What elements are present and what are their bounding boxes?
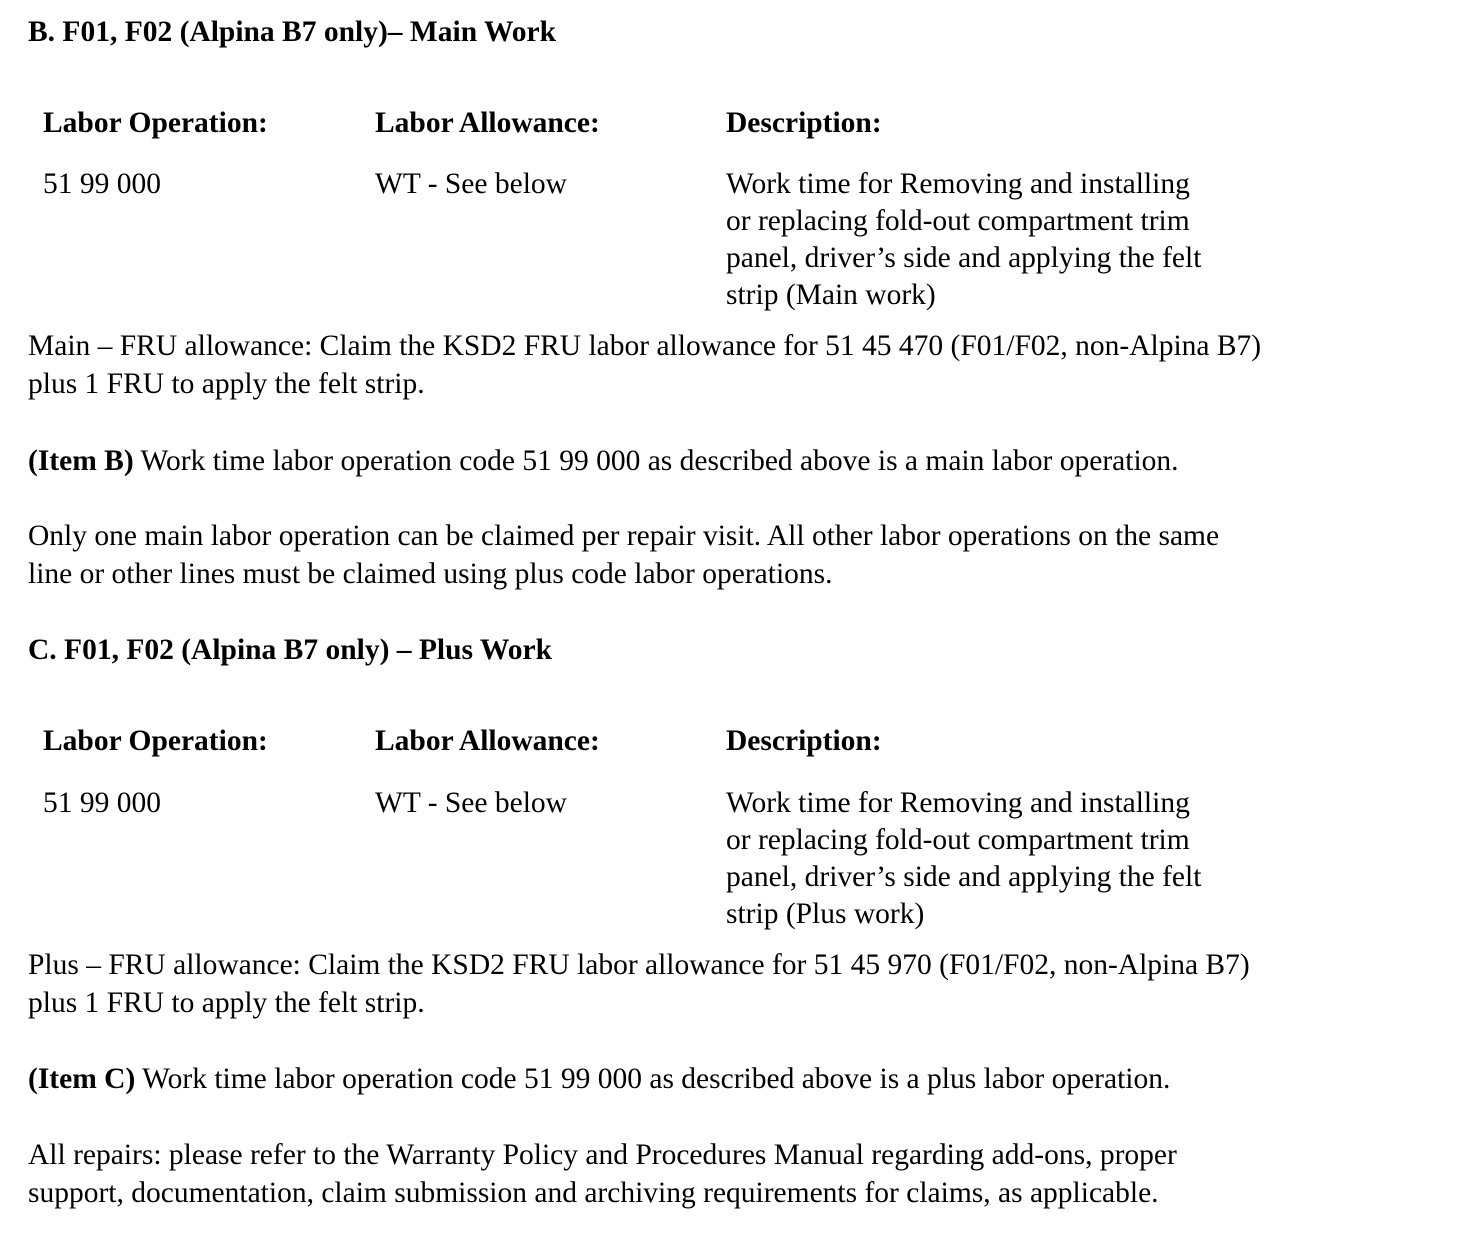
section-c-item-label: (Item C): [28, 1063, 136, 1095]
all-repairs-note: [28, 1137, 1448, 1212]
section-b-fru-line: plus 1 FRU to apply the felt strip.: [28, 367, 425, 400]
main-operation-rule-line: Only one main labor operation can be claimed per repair visit. All other labor operations on the same: [28, 520, 1220, 552]
section-c-fru-line: Plus – FRU allowance: Claim the KSD2 FRU labor allowance for 51 45 970 (F01/F02, non-Alpina B7): [28, 949, 1250, 981]
section-b-item-label: (Item B): [28, 445, 134, 477]
section-b-header-labor-operation: Labor Operation:: [43, 107, 268, 139]
section-c-header-labor-operation: Labor Operation:: [43, 725, 268, 757]
section-b-item-note: [28, 443, 1448, 481]
section-b-header-description: Description:: [726, 107, 882, 139]
section-c-labor-operation-value: 51 99 000: [43, 787, 161, 819]
main-operation-rule-line: line or other lines must be claimed using plus code labor operations.: [28, 557, 833, 590]
section-c-description-line: panel, driver’s side and applying the felt: [726, 861, 1202, 893]
section-c-fru-line: plus 1 FRU to apply the felt strip.: [28, 986, 425, 1019]
section-c-description-line: strip (Plus work): [726, 898, 925, 930]
section-b-description-line: panel, driver’s side and applying the felt: [726, 242, 1202, 274]
section-c-item-text: Work time labor operation code 51 99 000 as described above is a plus labor operation.: [135, 1063, 1171, 1095]
all-repairs-line: support, documentation, claim submission and archiving requirements for claims, as applicable.: [28, 1176, 1159, 1209]
section-b-item-text: Work time labor operation code 51 99 000 as described above is a main labor operation.: [133, 445, 1179, 477]
main-operation-rule: [28, 518, 1448, 593]
section-b-description-line: Work time for Removing and installing: [726, 168, 1190, 200]
all-repairs-line: All repairs: please refer to the Warranty Policy and Procedures Manual regarding add-ons, proper: [28, 1139, 1177, 1171]
section-b-fru-allowance: [28, 328, 1448, 403]
section-b-labor-allowance-value: WT - See below: [375, 168, 567, 200]
section-b-description-line: strip (Main work): [726, 279, 936, 311]
section-c-description-line: Work time for Removing and installing: [726, 787, 1190, 819]
section-c-labor-allowance-value: WT - See below: [375, 787, 567, 819]
section-b-description-line: or replacing fold-out compartment trim: [726, 205, 1190, 237]
section-c-description-line: or replacing fold-out compartment trim: [726, 824, 1190, 856]
section-b-heading: B. F01, F02 (Alpina B7 only)– Main Work: [28, 16, 557, 48]
section-b-header-labor-allowance: Labor Allowance:: [375, 107, 600, 139]
section-c-fru-allowance: [28, 947, 1448, 1022]
section-b-labor-operation-value: 51 99 000: [43, 168, 161, 200]
section-b-fru-line: Main – FRU allowance: Claim the KSD2 FRU labor allowance for 51 45 470 (F01/F02, non-Alpina B7): [28, 330, 1262, 362]
section-c-header-labor-allowance: Labor Allowance:: [375, 725, 600, 757]
section-c-item-note: [28, 1061, 1448, 1099]
section-c-heading: C. F01, F02 (Alpina B7 only) – Plus Work: [28, 634, 552, 666]
section-c-header-description: Description:: [726, 725, 882, 757]
